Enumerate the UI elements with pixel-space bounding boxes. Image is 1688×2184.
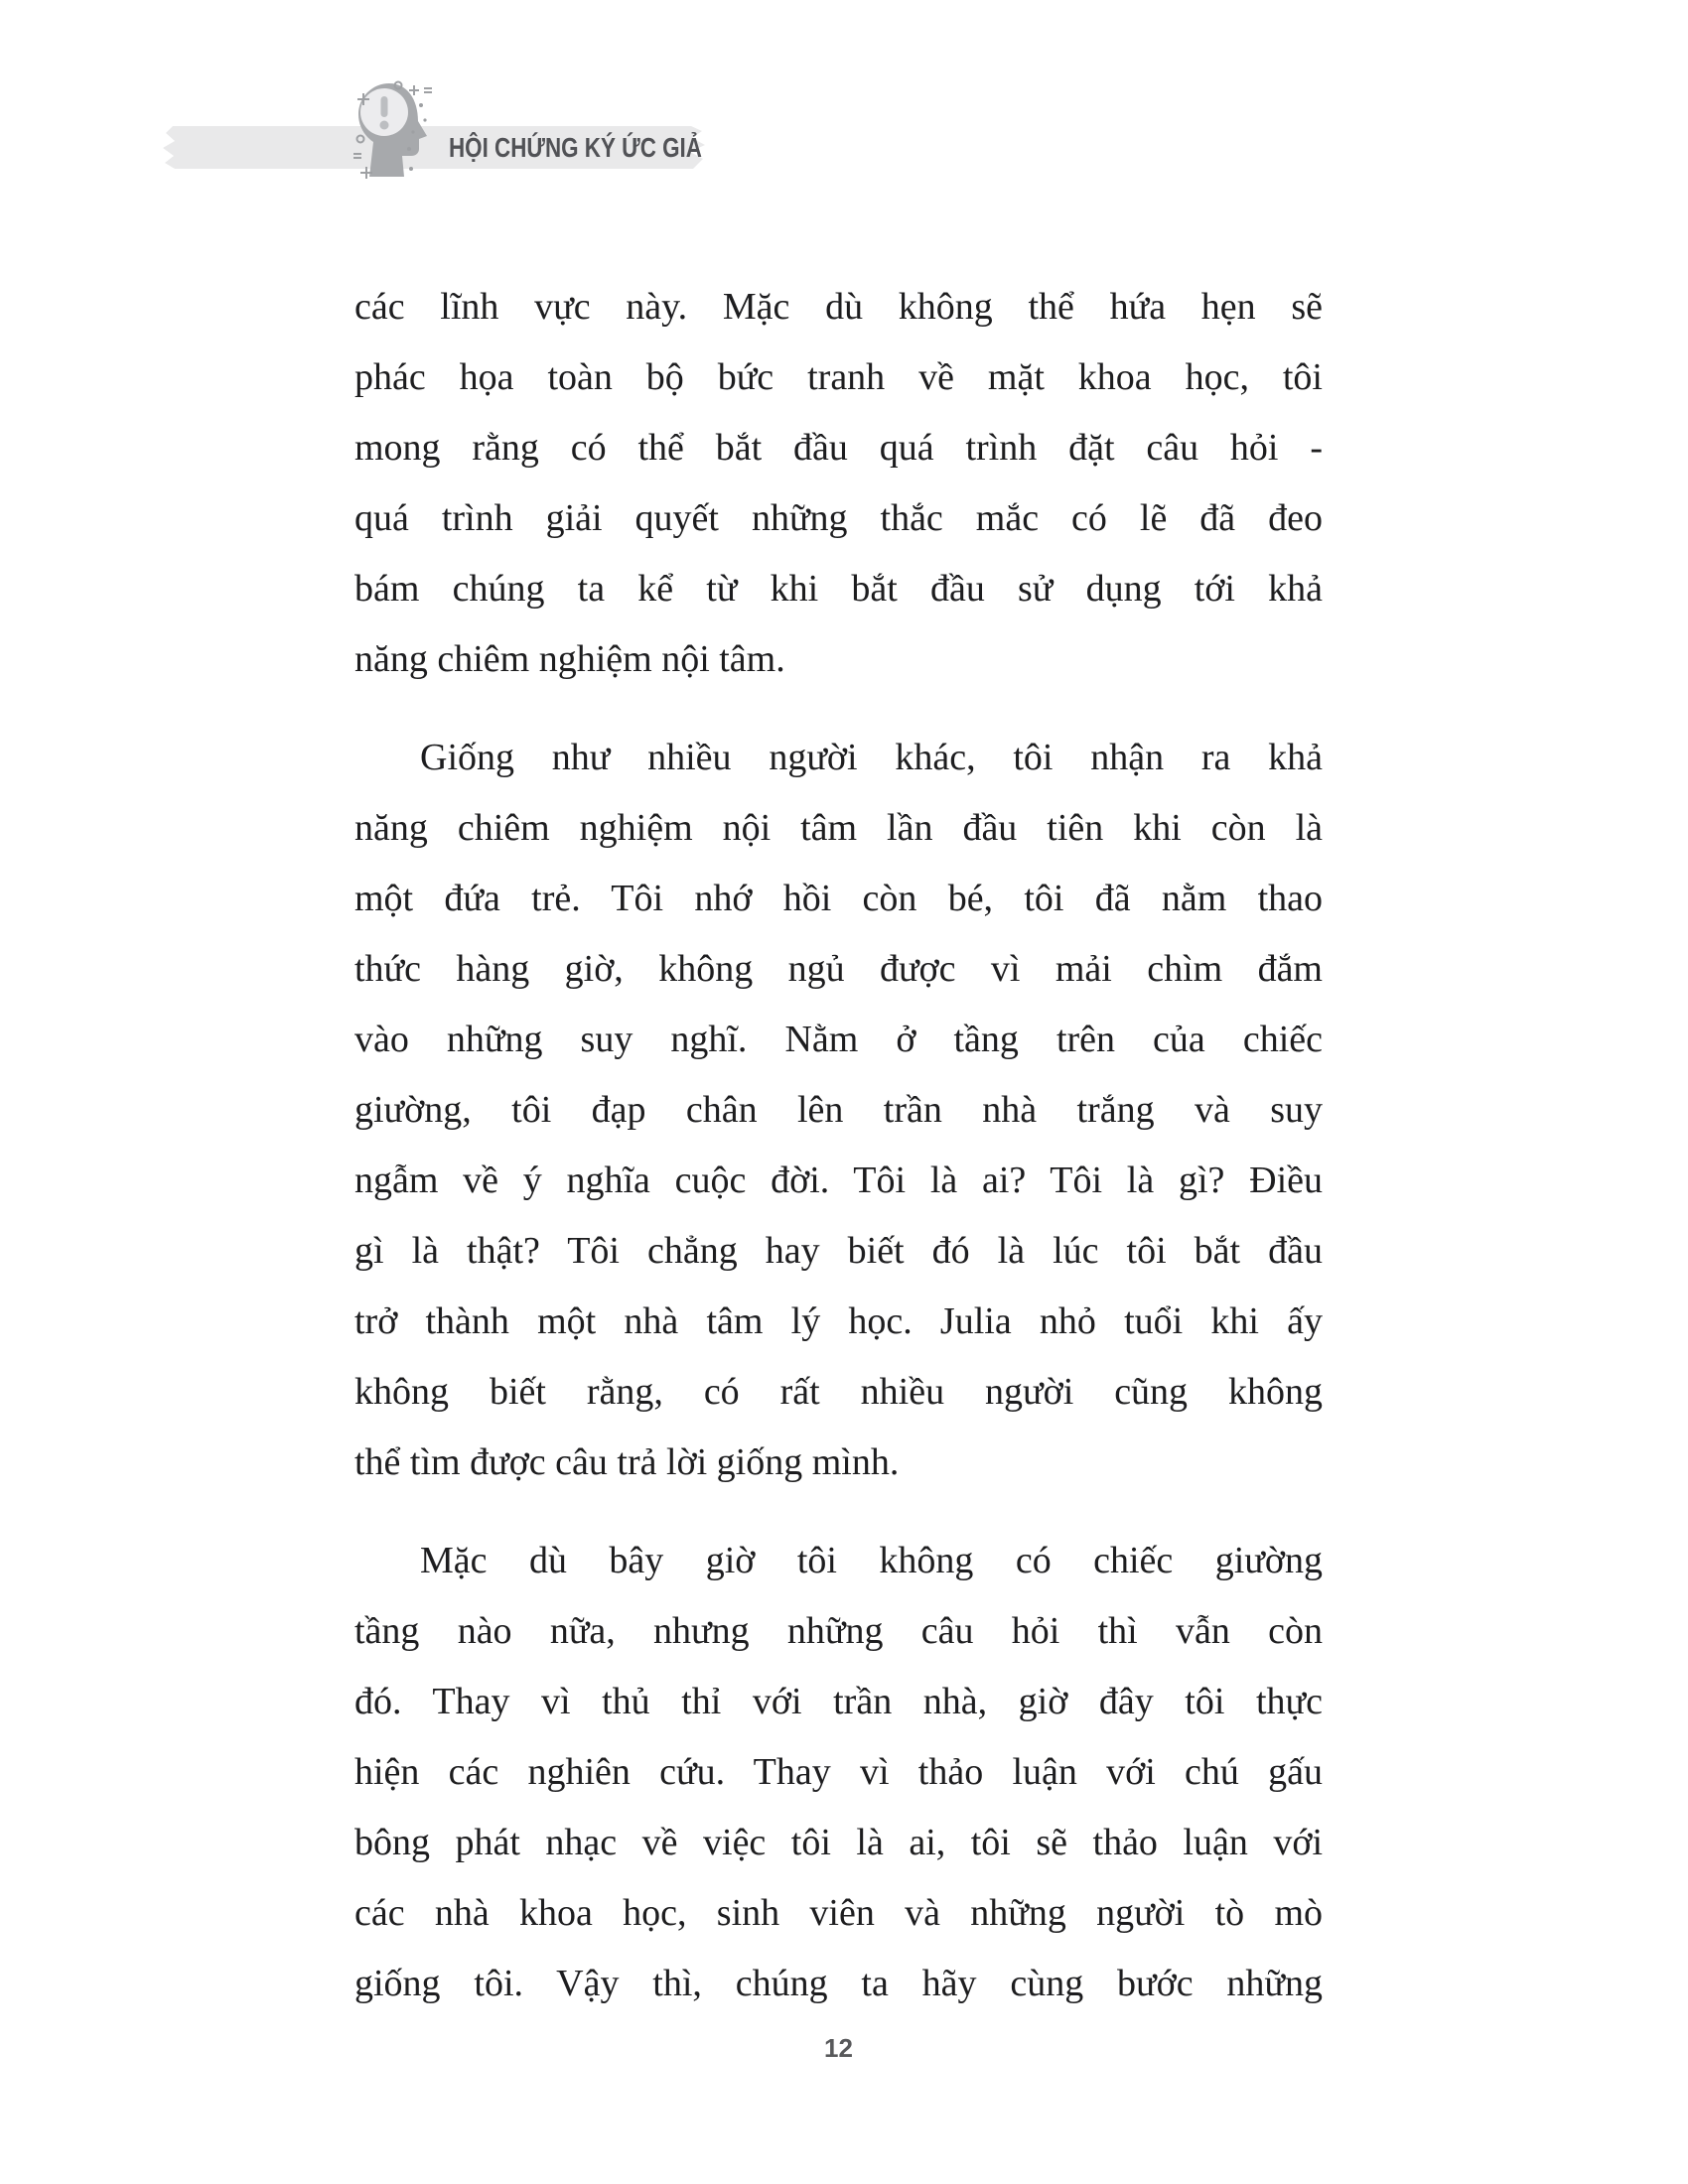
text-line: bông phát nhạc về việc tôi là ai, tôi sẽ thảo luận với: [354, 1822, 1323, 1863]
text-line: gì là thật? Tôi chẳng hay biết đó là lúc tôi bắt đầu: [354, 1230, 1323, 1272]
text-line: tầng nào nữa, nhưng những câu hỏi thì vẫn còn: [354, 1610, 1323, 1652]
text-line: năng chiêm nghiệm nội tâm.: [354, 638, 785, 680]
text-line: các lĩnh vực này. Mặc dù không thể hứa hẹn sẽ: [354, 286, 1323, 328]
text-line: Giống như nhiều người khác, tôi nhận ra khả: [420, 737, 1323, 778]
page-body-text: [354, 272, 1323, 2047]
head-exclamation-icon: [352, 77, 435, 183]
text-line: mong rằng có thể bắt đầu quá trình đặt câu hỏi -: [354, 427, 1323, 469]
text-line: ngẫm về ý nghĩa cuộc đời. Tôi là ai? Tôi là gì? Điều: [354, 1160, 1323, 1201]
text-line: quá trình giải quyết những thắc mắc có lẽ đã đeo: [354, 497, 1323, 539]
text-line: một đứa trẻ. Tôi nhớ hồi còn bé, tôi đã nằm thao: [354, 878, 1323, 919]
text-line: phác họa toàn bộ bức tranh về mặt khoa học, tôi: [354, 356, 1323, 398]
text-line: thức hàng giờ, không ngủ được vì mải chìm đắm: [354, 948, 1323, 990]
paragraph: [354, 1526, 1323, 2019]
page-number: 12: [824, 2033, 853, 2063]
paragraph: [354, 723, 1323, 1498]
text-line: không biết rằng, có rất nhiều người cũng không: [354, 1371, 1323, 1413]
text-line: vào những suy nghĩ. Nằm ở tầng trên của chiếc: [354, 1019, 1323, 1060]
paragraph: [354, 272, 1323, 695]
text-line: hiện các nghiên cứu. Thay vì thảo luận với chú gấu: [354, 1751, 1323, 1793]
text-line: các nhà khoa học, sinh viên và những người tò mò: [354, 1892, 1323, 1934]
text-line: giống tôi. Vậy thì, chúng ta hãy cùng bước những: [354, 1963, 1323, 2004]
running-head-title: HỘI CHỨNG KÝ ỨC GIẢ: [449, 131, 702, 163]
text-line: năng chiêm nghiệm nội tâm lần đầu tiên khi còn là: [354, 807, 1323, 849]
text-line: thể tìm được câu trả lời giống mình.: [354, 1441, 900, 1483]
text-line: Mặc dù bây giờ tôi không có chiếc giường: [420, 1540, 1323, 1581]
text-line: bám chúng ta kể từ khi bắt đầu sử dụng tới khả: [354, 568, 1323, 610]
text-line: đó. Thay vì thủ thỉ với trần nhà, giờ đây tôi thực: [354, 1681, 1323, 1722]
text-line: trở thành một nhà tâm lý học. Julia nhỏ tuổi khi ấy: [354, 1300, 1323, 1342]
text-line: giường, tôi đạp chân lên trần nhà trắng và suy: [354, 1089, 1323, 1131]
